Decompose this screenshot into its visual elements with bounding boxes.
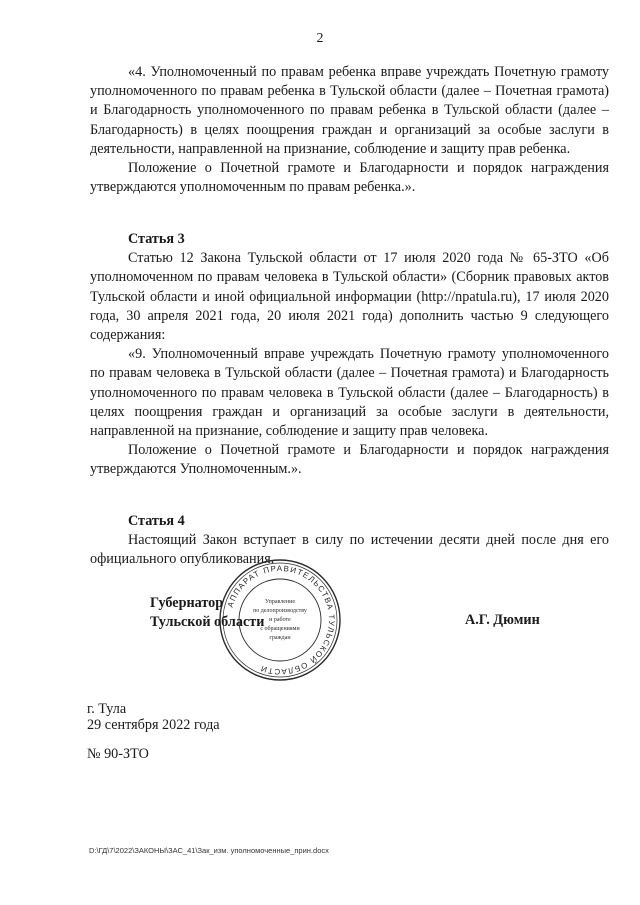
law-number: № 90-ЗТО	[87, 746, 149, 762]
governor-title-line-2: Тульской области	[150, 614, 265, 630]
stamp-line-1: Управление	[264, 599, 296, 605]
law-date: 29 сентября 2022 года	[87, 717, 220, 733]
stamp-line-2: по делопроизводству	[253, 608, 307, 614]
stamp-ring-text: АППАРАТ ПРАВИТЕЛЬСТВА ТУЛЬСКОЙ ОБЛАСТИ	[225, 563, 337, 677]
article-3	[90, 230, 609, 480]
stamp-line-5: граждан	[269, 635, 291, 641]
article-3-part-9: «9. Уполномоченный вправе учреждать Почетную грамоту уполномоченного по правам человека в Тульской области (далее – Почетная грамота) и Благодарность уполномоченного по правам человека в Тульской области (далее – Благодарность) в целях поощрения граждан и организаций за особые заслуги в деятельности, направленной на признание, соблюдение и защиту прав человека.	[90, 346, 609, 440]
page-number: 2	[316, 31, 324, 46]
article-3-heading: Статья 3	[128, 231, 185, 247]
governor-title	[150, 594, 264, 632]
amendment-block-1	[90, 63, 609, 197]
paragraph-child-regulation: Положение о Почетной грамоте и Благодарности и порядок награждения утверждаются уполномоченным по правам ребенка.».	[90, 160, 609, 196]
stamp-line-4: с обращениями	[260, 626, 300, 632]
governor-title-line-1: Губернатор	[150, 595, 224, 611]
paragraph-child-ombudsman: «4. Уполномоченный по правам ребенка вправе учреждать Почетную грамоту уполномоченного по правам ребенка в Тульской области (далее – Почетная грамота) и Благодарность уполномоченного по правам ребенка в Тульской области (далее – Благодарность) в целях поощрения граждан и организаций за особые заслуги в деятельности, направленной на признание, соблюдение и защиту прав ребенка.	[90, 64, 609, 157]
article-4-heading: Статья 4	[128, 513, 185, 529]
governor-name: А.Г. Дюмин	[465, 612, 540, 628]
stamp-line-3: и работе	[269, 617, 291, 623]
city: г. Тула	[87, 701, 127, 717]
article-3-intro: Статью 12 Закона Тульской области от 17 июля 2020 года № 65-ЗТО «Об уполномоченном по правам человека в Тульской области» (Сборник правовых актов Тульской области и иной официальной информации (http://npatula.ru), 17 июля 2020 года, 30 апреля 2021 года, 20 июля 2021 года) дополнить частью 9 следующего содержания:	[90, 250, 609, 344]
article-4	[90, 512, 609, 570]
article-4-text: Настоящий Закон вступает в силу по истечении десяти дней после дня его официального опубликования.	[90, 532, 609, 568]
file-path-footer: D:\ГД\7\2022\ЗАКОНЫ\ЗАС_41\Зак_изм. уполномоченные_прин.docx	[89, 846, 329, 855]
article-3-regulation: Положение о Почетной грамоте и Благодарности и порядок награждения утверждаются Уполномоченным.».	[90, 442, 609, 478]
